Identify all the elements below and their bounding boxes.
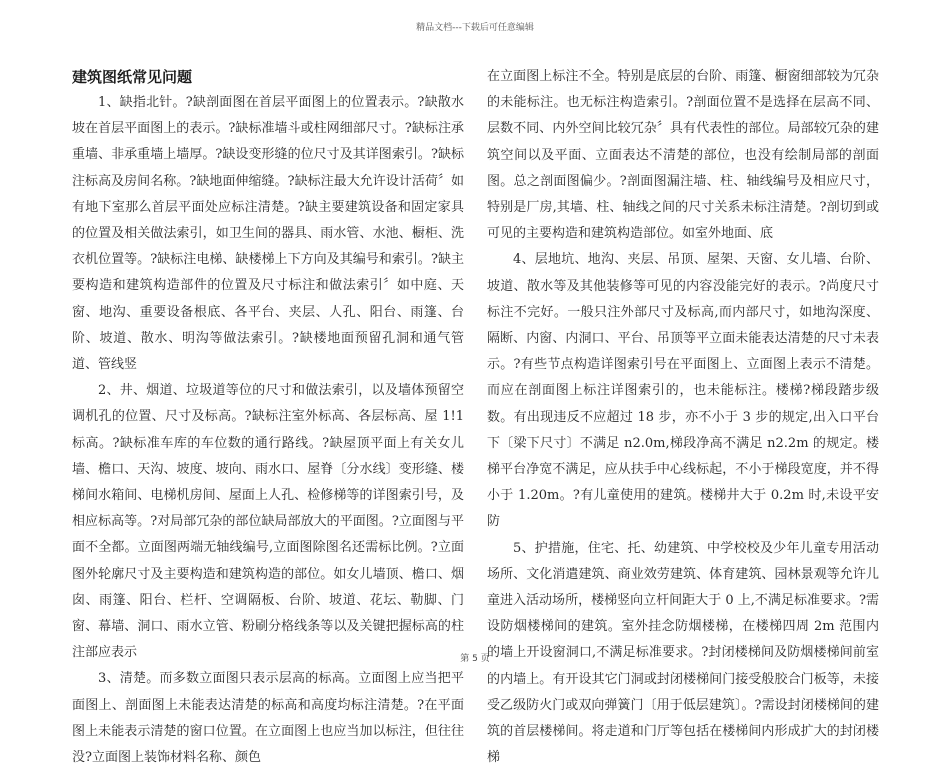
page-number: 第 5 页 (460, 654, 490, 664)
paragraph-4: 4、层地坑、地沟、夹层、吊顶、屋架、天窗、女儿墙、台阶、坡道、散水等及其他装修等可见的内容没能完好的表示。?尚度尺寸标注不完好。一般只注外部尺寸及标高,而内部尺寸，如地沟深度、隔断、内窗、内洞口、平台、吊顶等平立面未能表达清楚的尺寸未表示。?有些节点构造详图索引号在平面图上、立面图上表示不清楚。而应在剖面图上标注详图索引的，也未能标注。楼梯?梯段踏步级数。有出现违反不应超过 18 步，亦不小于 3 步的规定,出入口平台下〔梁下尺寸〕不满足 n2.0m,梯段净高不满足 n2.2m 的规定。楼梯平台净宽不满足，应从扶手中心线标起，不小于梯段宽度，并不得小于 1.20m。?有儿童使用的建筑。楼梯井大于 0.2m 时,未设平安防 (487, 252, 879, 530)
paragraph-3: 3、清楚。而多数立面图只表示层高的标高。立面图上应当把平面图上、剖面图上未能表达清楚的标高和高度均标注清楚。?在平面图上未能表示清楚的窗口位置。在立面图上也应当加以标注，但往往没?立面图上装饰材料名称、颜色 (72, 671, 464, 766)
right-column (487, 64, 879, 771)
paragraph-2: 2、井、烟道、垃圾道等位的尺寸和做法索引，以及墙体预留空调机孔的位置、尺寸及标高。?缺标注室外标高、各层标高、屋 1!1 标高。?缺标准车库的车位数的通行路线。?缺屋顶平面上有关女儿墙、檐口、天沟、坡度、坡向、雨水口、屋脊〔分水线〕变形缝、楼梯间水箱间、电梯机房间、屋面上人孔、检修梯等的详图索引号，及相应标高等。?对局部冗杂的部位缺局部放大的平面图。?立面图与平面不全都。立面图两端无轴线编号,立面图除图名还需标比例。?立面图外轮廓尺寸及主要构造和建筑构造的部位。如女儿墙顶、檐口、烟囱、雨篷、阳台、栏杆、空调隔板、台阶、坡道、花坛、勒脚、门窗、幕墙、洞口、雨水立管、粉刷分格线条等以及关键把握标高的柱注部应表示 (72, 383, 464, 661)
left-column (72, 64, 464, 771)
paragraph-5: 5、护措施，住宅、托、幼建筑、中学校校及少年儿童专用活动场所、文化消遣建筑、商业效劳建筑、体育建筑、园林景观等允许儿童进入活动场所，楼梯竖向立杆间距大于 0 上,不满足标准要求。?需设防烟楼梯间的建筑。室外挂念防烟楼梯，在楼梯四周 2m 范围内的墙上开设窗洞口,不满足标准要求。?封闭楼梯间及防烟楼梯间前室的内墙上。有开设其它门洞或封闭楼梯间门接受般胶合门板等，未接受乙级防火门或双向弹簧门〔用于低层建筑〕。?需设封闭楼梯间的建筑的首层楼梯间。将走道和门厅等包括在楼梯间内形成扩大的封闭楼梯 (487, 540, 879, 766)
document-title: 建筑图纸常见问题 (72, 68, 193, 86)
paragraph-1: 1、缺指北针。?缺剖面图在首层平面图上的位置表示。?缺散水坡在首层平面图上的表示。?缺标准墙斗或柱网细部尺寸。?缺标注承重墙、非承重墙上墙厚。?缺设变形缝的位尺寸及其详图索引。?缺标注标高及房间名称。?缺地面伸缩缝。?缺标注最大允许设计活荷〞如有地下室那么首层平面处应标注清楚。?缺主要建筑设备和固定家具的位置及相关做法索引，如卫生间的器具、雨水管、水池、橱柜、洗衣机位置等。?缺标注电梯、缺楼梯上下方向及其编号和索引。?缺主要构造和建筑构造部件的位置及尺寸标注和做法索引〞如中庭、天窗、地沟、重要设备根底、各平台、夹层、人孔、阳台、雨篷、台阶、坡道、散水、明沟等做法索引。?缺楼地面预留孔洞和通气管道、管线竖 (72, 95, 464, 373)
page-header: 精品文档---下载后可任意编辑 (416, 23, 534, 33)
paragraph-3-continuation: 在立面图上标注不全。特别是底层的台阶、雨篷、橱窗细部较为冗杂的未能标注。也无标注构造索引。?剖面位置不是选择在层高不同、层数不同、内外空间比较冗杂〞具有代表性的部位。局部较冗杂的建筑空间以及平面、立面表达不清楚的部位，也没有绘制局部的剖面图。总之剖面图偏少。?剖面图漏注墙、柱、轴线编号及相应尺寸，特别是厂房,其墙、柱、轴线之间的尺寸关系未标注清楚。?剖切到或可见的主要构造和建筑构造部位。如室外地面、底 (487, 69, 879, 242)
